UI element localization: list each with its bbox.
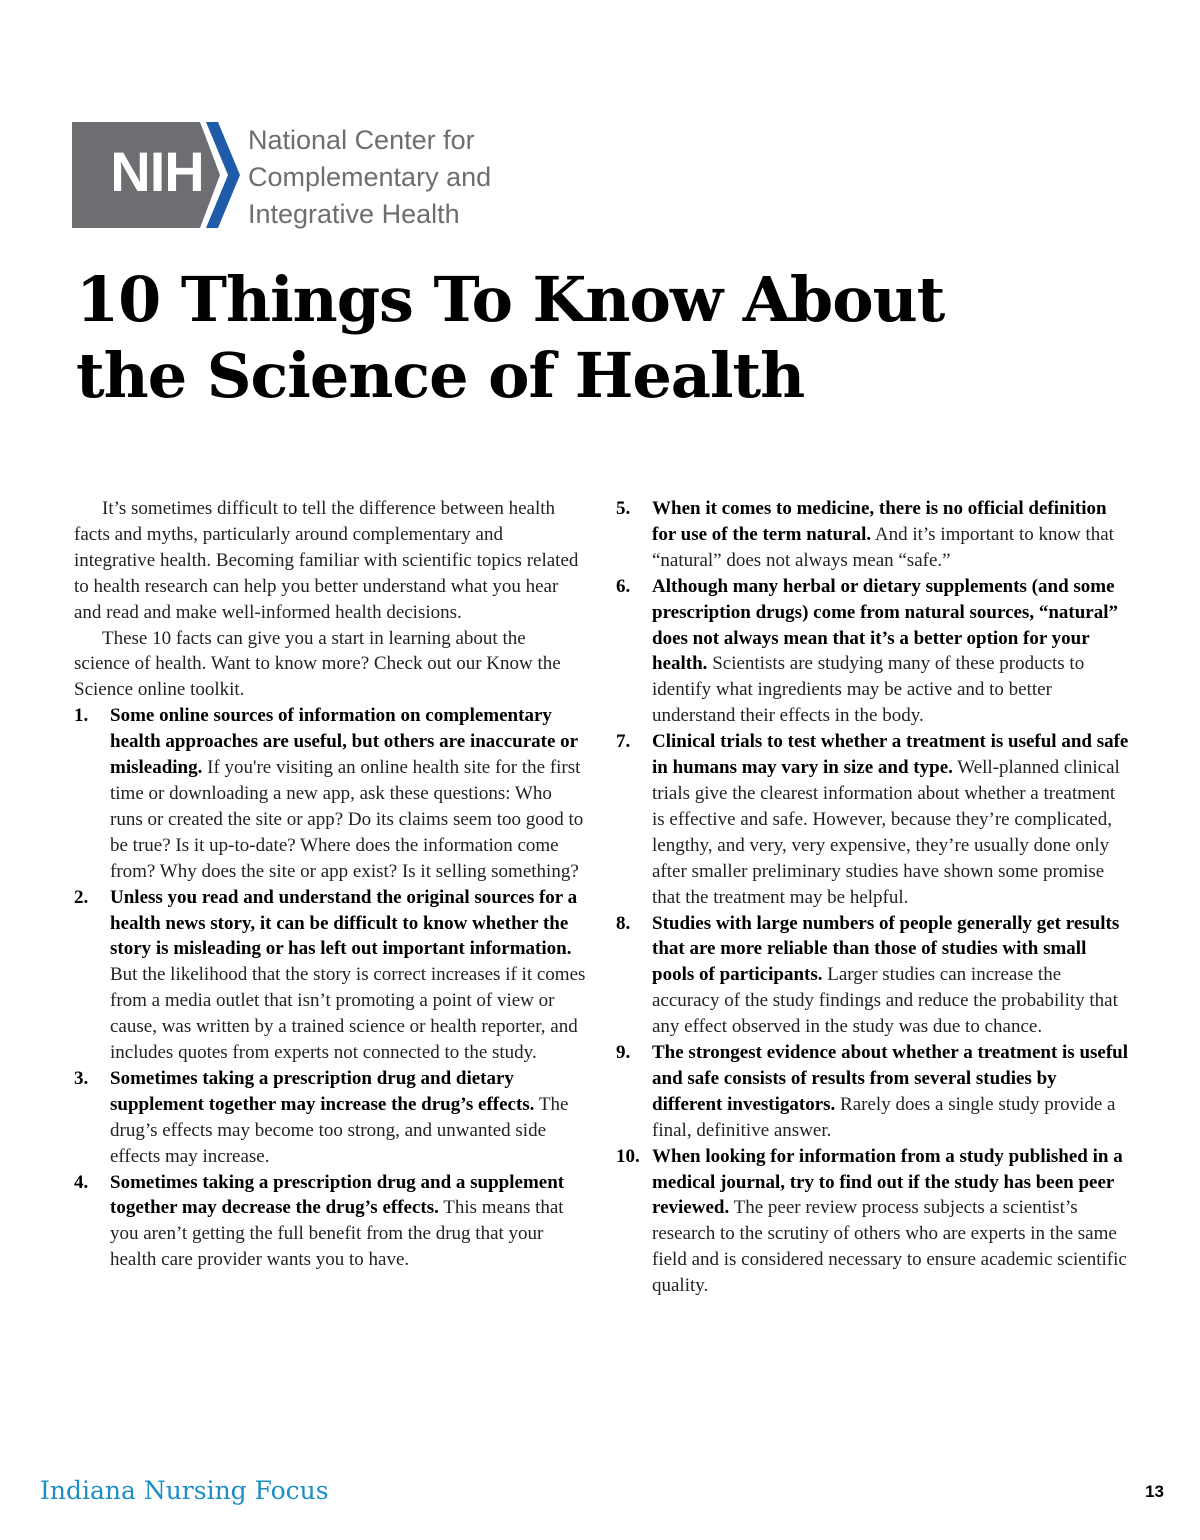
fact-lead: The strongest evidence about whether a treatment is useful and safe consists of results from several studies by different investigators. — [652, 1042, 1129, 1115]
fact-lead: Sometimes taking a prescription drug and dietary supplement together may increase the drug’s effects. — [110, 1067, 535, 1115]
fact-number: 4. — [74, 1171, 89, 1193]
intro-paragraph-1: It’s sometimes difficult to tell the difference between health facts and myths, particularly around complementary and integrative health. Becoming familiar with scientific topics related to health research can help you better understand what you hear and read and make well-informed health decisions. — [74, 498, 579, 623]
fact-item-8 — [616, 911, 1131, 1041]
fact-number: 9. — [616, 1042, 631, 1064]
logo-line-1: National Center for — [248, 125, 475, 155]
fact-number: 6. — [616, 575, 631, 597]
fact-text: But the likelihood that the story is correct increases if it comes from a media outlet that isn’t promoting a point of view or cause, was written by a trained science or health reporter, and includes quotes from experts not connected to the study. — [110, 964, 586, 1064]
fact-lead: Some online sources of information on complementary health approaches are useful, but others are inaccurate or misleading. — [110, 705, 578, 779]
fact-text: And it’s important to know that “natural” does not always mean “safe.” — [652, 523, 1114, 571]
fact-item-7 — [616, 729, 1131, 910]
nih-nccih-logo — [72, 120, 532, 230]
fact-item-3 — [74, 1066, 586, 1170]
logo-line-3: Integrative Health — [248, 199, 460, 229]
publication-name: Indiana Nursing Focus — [40, 1476, 329, 1505]
page-title — [76, 262, 1076, 414]
title-line-2: the Science of Health — [76, 339, 805, 412]
intro-paragraph-2: These 10 facts can give you a start in learning about the science of health. Want to know more? Check out our Know the Science online toolkit. — [74, 627, 561, 701]
fact-number: 10. — [616, 1145, 640, 1167]
fact-lead: Unless you read and understand the original sources for a health news story, it can be difficult to know whether the story is misleading or has left out important information. — [110, 886, 578, 960]
fact-item-4 — [74, 1170, 586, 1274]
fact-text: Well-planned clinical trials give the clearest information about whether a treatment is effective and safe. However, because they’re complicated, lengthy, and very, very expensive, they’re usually done only after smaller preliminary studies have shown some promise that the treatment may be helpful. — [652, 757, 1120, 908]
fact-text: The peer review process subjects a scientist’s research to the scrutiny of others who are experts in the same field and is considered necessary to ensure academic scientific quality. — [652, 1197, 1127, 1297]
fact-lead: Sometimes taking a prescription drug and a supplement together may decrease the drug’s effects. — [110, 1171, 565, 1219]
logo-line-2: Complementary and — [248, 162, 492, 192]
fact-number: 8. — [616, 912, 631, 934]
fact-number: 7. — [616, 731, 631, 753]
fact-number: 3. — [74, 1067, 89, 1089]
facts-list-part-2 — [616, 496, 1131, 1299]
fact-number: 5. — [616, 498, 631, 519]
fact-text: This means that you aren’t getting the full benefit from the drug that your health care provider wants you to have. — [110, 1197, 564, 1271]
fact-text: Scientists are studying many of these products to identify what ingredients may be active and to better understand their effects in the body. — [652, 653, 1085, 727]
fact-lead: When looking for information from a study published in a medical journal, try to find out if the study has been peer reviewed. — [652, 1145, 1123, 1219]
left-column — [74, 496, 586, 1273]
logo-org-name — [248, 122, 491, 233]
facts-list-part-1 — [74, 703, 586, 1273]
fact-lead: Clinical trials to test whether a treatment is useful and safe in humans may vary in size and type. — [652, 731, 1129, 779]
fact-number: 2. — [74, 886, 89, 908]
page-number: 13 — [1145, 1482, 1164, 1501]
fact-item-5 — [616, 496, 1131, 574]
fact-text: Rarely does a single study provide a final, definitive answer. — [652, 1093, 1116, 1141]
fact-lead: Studies with large numbers of people generally get results that are more reliable than those of studies with small pools of participants. — [652, 912, 1120, 986]
fact-item-2 — [74, 885, 586, 1066]
logo-mark-text: NIH — [110, 140, 204, 203]
fact-text: Larger studies can increase the accuracy of the study findings and reduce the probability that any effect observed in the study was due to chance. — [652, 964, 1118, 1038]
right-column — [616, 496, 1131, 1299]
title-line-1: 10 Things To Know About — [76, 263, 945, 336]
fact-item-10 — [616, 1144, 1131, 1299]
fact-number: 1. — [74, 705, 89, 727]
fact-lead: When it comes to medicine, there is no official definition for use of the term natural. — [652, 498, 1107, 545]
fact-text: If you're visiting an online health site for the first time or downloading a new app, ask these questions: Who runs or created the site or app? Do its claims seem too good to be true? Is it up-to-date? Where does the information come from? Why does the site or app exist? Is it selling something? — [110, 757, 584, 882]
fact-item-1 — [74, 703, 586, 884]
fact-lead: Although many herbal or dietary supplements (and some prescription drugs) come from natural sources, “natural” does not always mean that it’s a better option for your health. — [652, 575, 1119, 675]
fact-item-9 — [616, 1040, 1131, 1144]
fact-text: The drug’s effects may become too strong, and unwanted side effects may increase. — [110, 1093, 569, 1167]
fact-item-6 — [616, 574, 1131, 729]
